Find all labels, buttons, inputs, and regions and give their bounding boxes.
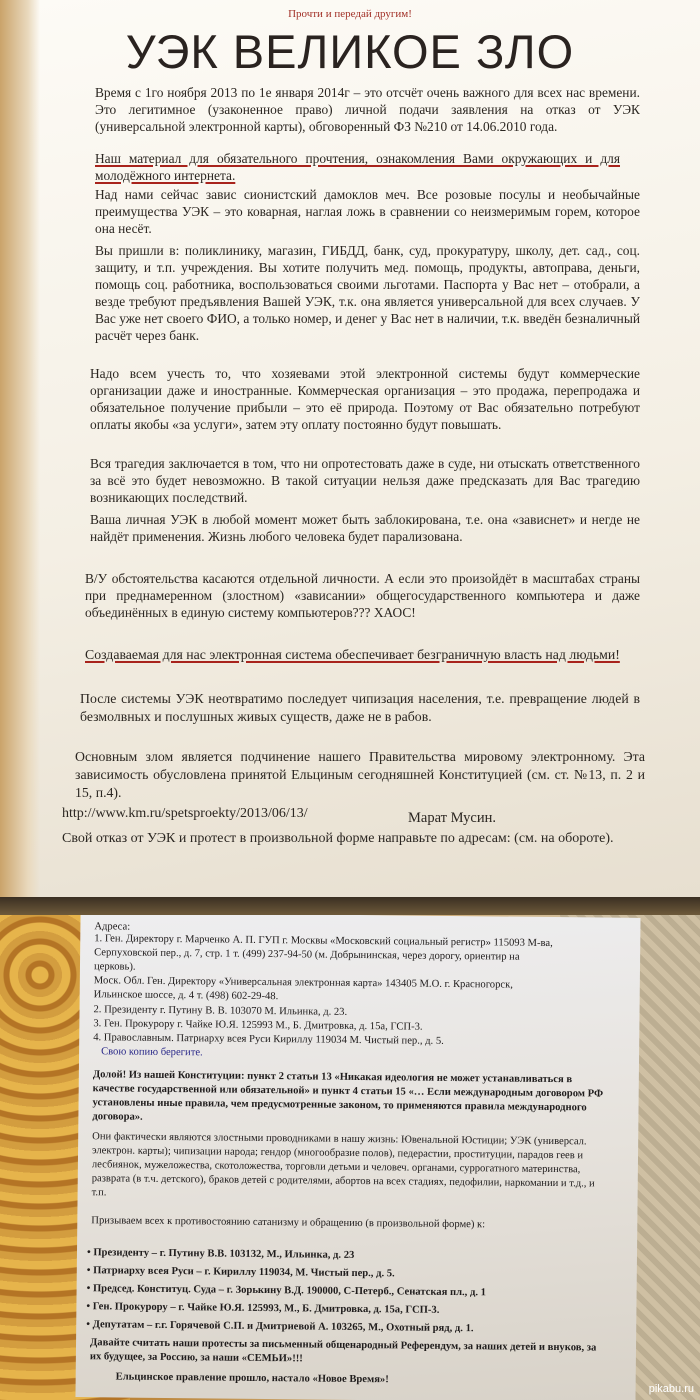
- conductors-paragraph: Они фактически являются злостными проводниками в нашу жизнь: Ювенальной Юстиции; УЭК (универсал. электрон. карты); чипизации народа; гендор (многообразие полов), педерастии, проституции, парадов геев и лесбиянок, мужеложества, скотоложества, торговли детьми и человеч. органами, суррогатного материнства, разврата (в т.ч. детского), браков детей с родителями, абортов на всех стадиях, педофилии, наркомании и т.д., и т.п.: [91, 1131, 595, 1199]
- address-1b: Моск. Обл. Ген. Директору «Универсальная электронная карта» 143405 М.О. г. Красногорск, Ильинское шоссе, д. 4 т. (498) 602-29-48.: [93, 975, 513, 1003]
- appeal-paragraph: Призываем всех к противостоянию сатанизму и обращению (в произвольной форме) к:: [91, 1215, 486, 1231]
- photo-divider: [0, 897, 700, 915]
- referendum-paragraph: Давайте считать наши протесты за письменный общенародный Референдум, за наших детей и внуков, за их будущее, за Россию, за наши «СЕМЬИ»!!!: [89, 1337, 597, 1365]
- address-1: 1. Ген. Директору г. Марченко А. П. ГУП г. Москвы «Московский социальный регистр» 115093 М-ва, Серпуховской пер., д. 7, стр. 1 т. (499) 237-94-50 (м. Добрынинская, через дорогу, ориентир на церковь).: [93, 933, 553, 973]
- paragraph-5: Надо всем учесть то, что хозяевами этой электронной системы будут коммерческие организации даже и иностранные. Коммерческая организация – это продажа, перепродажа и обязательное получение прибыли – это её природа. Поэтому от Вас обязательно потребуют оплаты якобы «за услуги», затем эту оплату постоянно будут повышать.: [90, 366, 640, 432]
- back-page-photo: [0, 915, 700, 1400]
- header-note: Прочти и передай другим!: [288, 8, 412, 20]
- paper-shadow: [0, 0, 40, 897]
- address-4: 4. Православным. Патриарху всея Руси Кириллу 119034 М. Чистый пер., д. 5.: [93, 1032, 444, 1047]
- address-3: 3. Ген. Прокурору г. Чайке Ю.Я. 125993 М., Б. Дмитровка, д. 15а, ГСП-3.: [93, 1018, 423, 1033]
- recipient-2: • Патриарху всея Руси – г. Кириллу 119034, М. Чистый пер., д. 5.: [86, 1265, 395, 1280]
- closing-line: Ельцинское правление прошло, настало «Новое Время»!: [115, 1371, 389, 1386]
- paragraph-8: В/У обстоятельства касаются отдельной личности. А если это произойдёт в масштабах страны при преднамеренном (злостном) «зависании» общегосударственного компьютера и даже объединённых в единую систему компьютеров??? ХАОС!: [85, 571, 640, 620]
- recipient-3: • Председ. Конституц. Суда – г. Зорькину В.Д. 190000, С-Петерб., Сенатская пл., д. 1: [86, 1283, 487, 1299]
- paragraph-11: Основным злом является подчинение нашего Правительства мировому электронному. Эта зависимость обусловлена принятой Ельциным сегодняшней Конституцией (см. ст. №13, п. 2 и 15, п.4).: [75, 749, 645, 800]
- watermark: pikabu.ru: [648, 1383, 694, 1395]
- recipient-1: • Президенту – г. Путину В.В. 103132, М., Ильинка, д. 23: [86, 1247, 355, 1261]
- addresses-title: Адреса:: [94, 921, 131, 933]
- author-signature: Марат Мусин.: [408, 810, 496, 826]
- paragraph-10: После системы УЭК неотвратимо последует чипизация населения, т.е. превращение людей в безмолвных и послушных живых существ, даже не в рабов.: [80, 691, 640, 724]
- document-title: УЭК ВЕЛИКОЕ ЗЛО: [125, 25, 575, 78]
- paragraph-2: Наш материал для обязательного прочтения, ознакомления Вами окружающих и для молодёжного интернета.: [95, 151, 620, 183]
- recipient-4: • Ген. Прокурору – г. Чайке Ю.Я. 125993, М., Б. Дмитровка, д. 15а, ГСП-3.: [86, 1301, 440, 1316]
- paragraph-7: Ваша личная УЭК в любой момент может быть заблокирована, т.е. она «зависнет» и негде не найдёт применения. Жизнь любого человека будет парализована.: [90, 512, 640, 544]
- paragraph-6: Вся трагедия заключается в том, что ни опротестовать даже в суде, ни отыскать ответственного за всё это будет невозможно. В такой ситуации нельзя даже предсказать для Вас трагедию возникающих последствий.: [90, 456, 640, 505]
- back-page: [75, 915, 640, 1400]
- keep-copy-note: Свою копию берегите.: [101, 1046, 203, 1059]
- address-2: 2. Президенту г. Путину В. В. 103070 М. Ильинка, д. 23.: [93, 1004, 348, 1018]
- doloi-paragraph: Долой! Из нашей Конституции: пункт 2 статьи 13 «Никакая идеология не может устанавливаться в качестве государственной или обязательной» и пункт 4 статьи 15 «… Если международным договором РФ установлены иные правила, чем предусмотренные законом, то применяются правила международного договора».: [92, 1069, 604, 1123]
- source-link: http://www.km.ru/spetsproekty/2013/06/13/: [62, 806, 308, 821]
- recipient-5: • Депутатам – г.г. Горячевой С.П. и Дмитриевой А. 103265, М., Охотный ряд, д. 1.: [86, 1319, 474, 1335]
- paragraph-1: Время с 1го ноября 2013 по 1е января 2014г – это отсчёт очень важного для всех нас времени. Это легитимное (узаконенное право) личной подачи заявления на отказ от УЭК (универсальной электронной карты), обговоренный ФЗ №210 от 14.06.2010 года.: [95, 85, 640, 134]
- paragraph-12: Свой отказ от УЭК и протест в произвольной форме направьте по адресам: (см. на обороте).: [62, 831, 614, 846]
- paragraph-3: Над нами сейчас завис сионистский дамоклов меч. Все розовые посулы и необычайные преимущества УЭК – это коварная, наглая ложь в сравнении со неизмеримым горем, которое она несёт.: [95, 187, 640, 236]
- paragraph-4: Вы пришли в: поликлинику, магазин, ГИБДД, банк, суд, прокуратуру, школу, дет. сад., соц. защиту, и т.п. учреждения. Вы хотите получить мед. помощь, продукты, автоправа, деньги, помощь соц. работника, воспользоваться своими льготами. Паспорта у Вас нет – отобрали, а везде требуют предъявления Вашей УЭК, т.к. она является универсальной для всех случаев. У Вас уже нет своего ФИО, а только номер, и денег у Вас нет в наличии, т.к. введён безналичный расчёт через банк.: [95, 243, 640, 343]
- paragraph-9: Создаваемая для нас электронная система обеспечивает безграничную власть над людьми!: [85, 647, 620, 662]
